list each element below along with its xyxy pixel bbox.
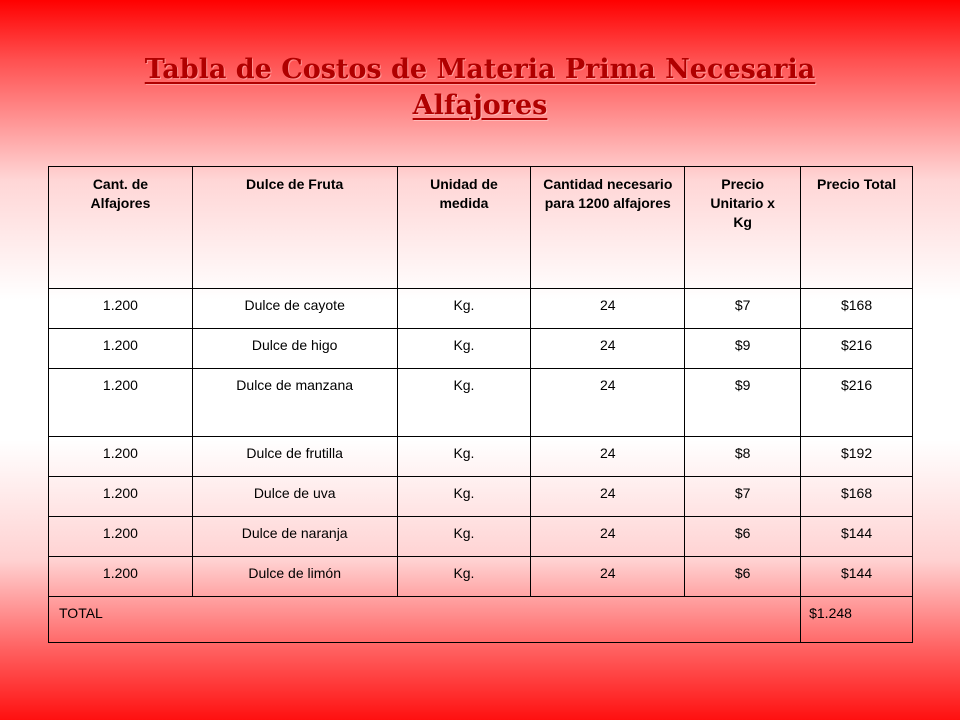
title-line-1: Tabla de Costos de Materia Prima Necesaria — [144, 54, 816, 85]
cell-precio-total: $144 — [801, 557, 913, 597]
table-row — [49, 557, 913, 597]
cell-cantidad: 1.200 — [49, 517, 193, 557]
cell-precio-total: $168 — [801, 477, 913, 517]
cell-precio-unitario: $6 — [685, 517, 801, 557]
cell-precio-total: $192 — [801, 437, 913, 477]
cell-precio-unitario: $9 — [685, 369, 801, 437]
table-row — [49, 477, 913, 517]
header-precio-unitario: Precio Unitario x Kg — [685, 167, 801, 289]
cell-precio-total: $168 — [801, 289, 913, 329]
cell-dulce: Dulce de manzana — [192, 369, 397, 437]
page-title — [0, 52, 960, 124]
cell-dulce: Dulce de higo — [192, 329, 397, 369]
header-unidad-medida: Unidad de medida — [397, 167, 531, 289]
cell-cantidad-necesaria: 24 — [531, 369, 685, 437]
cell-cantidad-necesaria: 24 — [531, 477, 685, 517]
title-line-2: Alfajores — [412, 90, 548, 121]
cell-unidad: Kg. — [397, 437, 531, 477]
cell-dulce: Dulce de frutilla — [192, 437, 397, 477]
cell-precio-total: $144 — [801, 517, 913, 557]
cell-cantidad: 1.200 — [49, 557, 193, 597]
cell-unidad: Kg. — [397, 369, 531, 437]
table-total-row — [49, 597, 913, 643]
cell-dulce: Dulce de limón — [192, 557, 397, 597]
header-cant-alfajores: Cant. de Alfajores — [49, 167, 193, 289]
cell-dulce: Dulce de naranja — [192, 517, 397, 557]
cell-precio-total: $216 — [801, 329, 913, 369]
cell-precio-unitario: $7 — [685, 477, 801, 517]
cell-unidad: Kg. — [397, 477, 531, 517]
cost-table — [48, 166, 913, 643]
cell-cantidad: 1.200 — [49, 437, 193, 477]
cell-precio-unitario: $6 — [685, 557, 801, 597]
cell-precio-unitario: $8 — [685, 437, 801, 477]
cell-dulce: Dulce de cayote — [192, 289, 397, 329]
table-row — [49, 329, 913, 369]
cell-unidad: Kg. — [397, 329, 531, 369]
cell-cantidad: 1.200 — [49, 369, 193, 437]
cell-cantidad-necesaria: 24 — [531, 289, 685, 329]
cell-precio-total: $216 — [801, 369, 913, 437]
cell-cantidad-necesaria: 24 — [531, 517, 685, 557]
cell-dulce: Dulce de uva — [192, 477, 397, 517]
cell-cantidad: 1.200 — [49, 329, 193, 369]
total-value: $1.248 — [801, 597, 913, 643]
cell-cantidad: 1.200 — [49, 289, 193, 329]
cell-unidad: Kg. — [397, 517, 531, 557]
header-dulce-fruta: Dulce de Fruta — [192, 167, 397, 289]
cell-cantidad-necesaria: 24 — [531, 437, 685, 477]
cell-precio-unitario: $9 — [685, 329, 801, 369]
header-precio-total: Precio Total — [801, 167, 913, 289]
cell-precio-unitario: $7 — [685, 289, 801, 329]
table-header-row — [49, 167, 913, 289]
cell-cantidad-necesaria: 24 — [531, 557, 685, 597]
header-cantidad-necesario: Cantidad necesario para 1200 alfajores — [531, 167, 685, 289]
total-label: TOTAL — [49, 597, 801, 643]
table-row — [49, 289, 913, 329]
cell-cantidad: 1.200 — [49, 477, 193, 517]
cell-unidad: Kg. — [397, 289, 531, 329]
cell-cantidad-necesaria: 24 — [531, 329, 685, 369]
table-row — [49, 517, 913, 557]
table-row — [49, 369, 913, 437]
table-row — [49, 437, 913, 477]
cell-unidad: Kg. — [397, 557, 531, 597]
